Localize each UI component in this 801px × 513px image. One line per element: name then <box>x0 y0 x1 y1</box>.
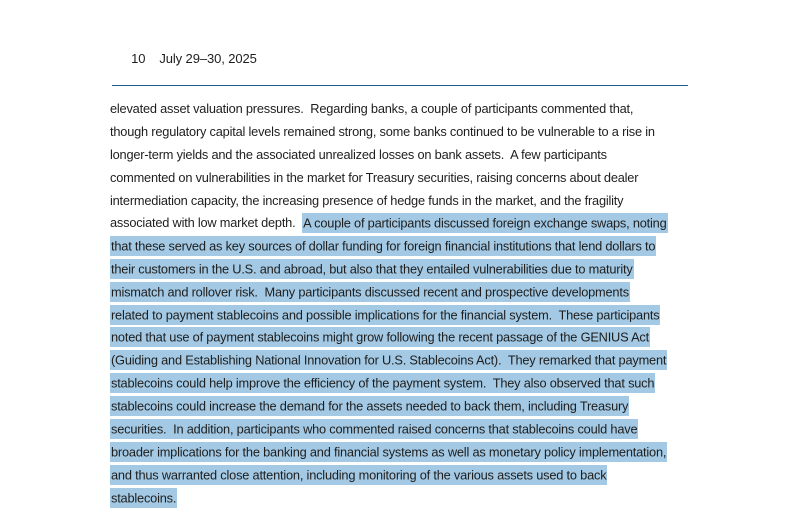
text-line <box>110 190 710 213</box>
highlighted-text-segment: their customers in the U.S. and abroad, but also that they entailed vulnerabilities due to maturity <box>110 259 634 279</box>
text-line <box>110 144 710 167</box>
text-line <box>110 98 710 121</box>
text-segment: commented on vulnerabilities in the market for Treasury securities, raising concerns about dealer <box>110 169 639 185</box>
text-line <box>110 487 710 510</box>
text-line <box>110 258 710 281</box>
page-header <box>112 36 688 86</box>
text-segment: elevated asset valuation pressures. Regarding banks, a couple of participants commented that, <box>110 101 634 116</box>
text-segment: longer-term yields and the associated unrealized losses on bank assets. A few participants <box>110 146 607 162</box>
text-line <box>110 373 710 396</box>
highlighted-text-segment: (Guiding and Establishing National Innovation for U.S. Stablecoins Act). They remarked that payment <box>110 350 667 370</box>
highlighted-text-segment: noted that use of payment stablecoins might grow following the recent passage of the GENIUS Act <box>110 327 650 347</box>
highlighted-text-segment: A couple of participants discussed foreign exchange swaps, noting <box>302 213 667 233</box>
highlighted-text-segment: related to payment stablecoins and possible implications for the financial system. These participants <box>110 305 660 325</box>
text-line <box>110 327 710 350</box>
highlighted-text-segment: stablecoins could increase the demand for the assets needed to back them, including Treasury <box>110 396 629 416</box>
highlighted-text-segment: stablecoins. <box>110 488 177 508</box>
highlighted-text-segment: and thus warranted close attention, including monitoring of the various assets used to back <box>110 465 607 485</box>
highlighted-text-segment: stablecoins could help improve the efficiency of the payment system. They also observed that such <box>110 373 655 393</box>
document-body <box>110 98 710 510</box>
highlighted-text-segment: broader implications for the banking and financial systems as well as monetary policy implementation, <box>110 442 667 462</box>
page-number: 10 <box>131 51 146 66</box>
text-line <box>110 212 710 235</box>
text-line <box>110 464 710 487</box>
highlighted-text-segment: that these served as key sources of dollar funding for foreign financial institutions that lend dollars to <box>110 236 656 256</box>
highlighted-text-segment: securities. In addition, participants who commented raised concerns that stablecoins could have <box>110 419 638 439</box>
text-line <box>110 418 710 441</box>
header-date: July 29–30, 2025 <box>159 51 257 66</box>
text-segment: associated with low market depth. <box>110 215 303 231</box>
text-line <box>110 121 710 144</box>
text-line <box>110 396 710 419</box>
text-segment: though regulatory capital levels remained strong, some banks continued to be vulnerable to a rise in <box>110 123 655 139</box>
text-line <box>110 167 710 190</box>
text-line <box>110 235 710 258</box>
text-line <box>110 441 710 464</box>
text-line <box>110 281 710 304</box>
text-segment: intermediation capacity, the increasing presence of hedge funds in the market, and the fragility <box>110 192 624 208</box>
text-line <box>110 350 710 373</box>
text-line <box>110 304 710 327</box>
highlighted-text-segment: mismatch and rollover risk. Many participants discussed recent and prospective developments <box>110 282 630 302</box>
